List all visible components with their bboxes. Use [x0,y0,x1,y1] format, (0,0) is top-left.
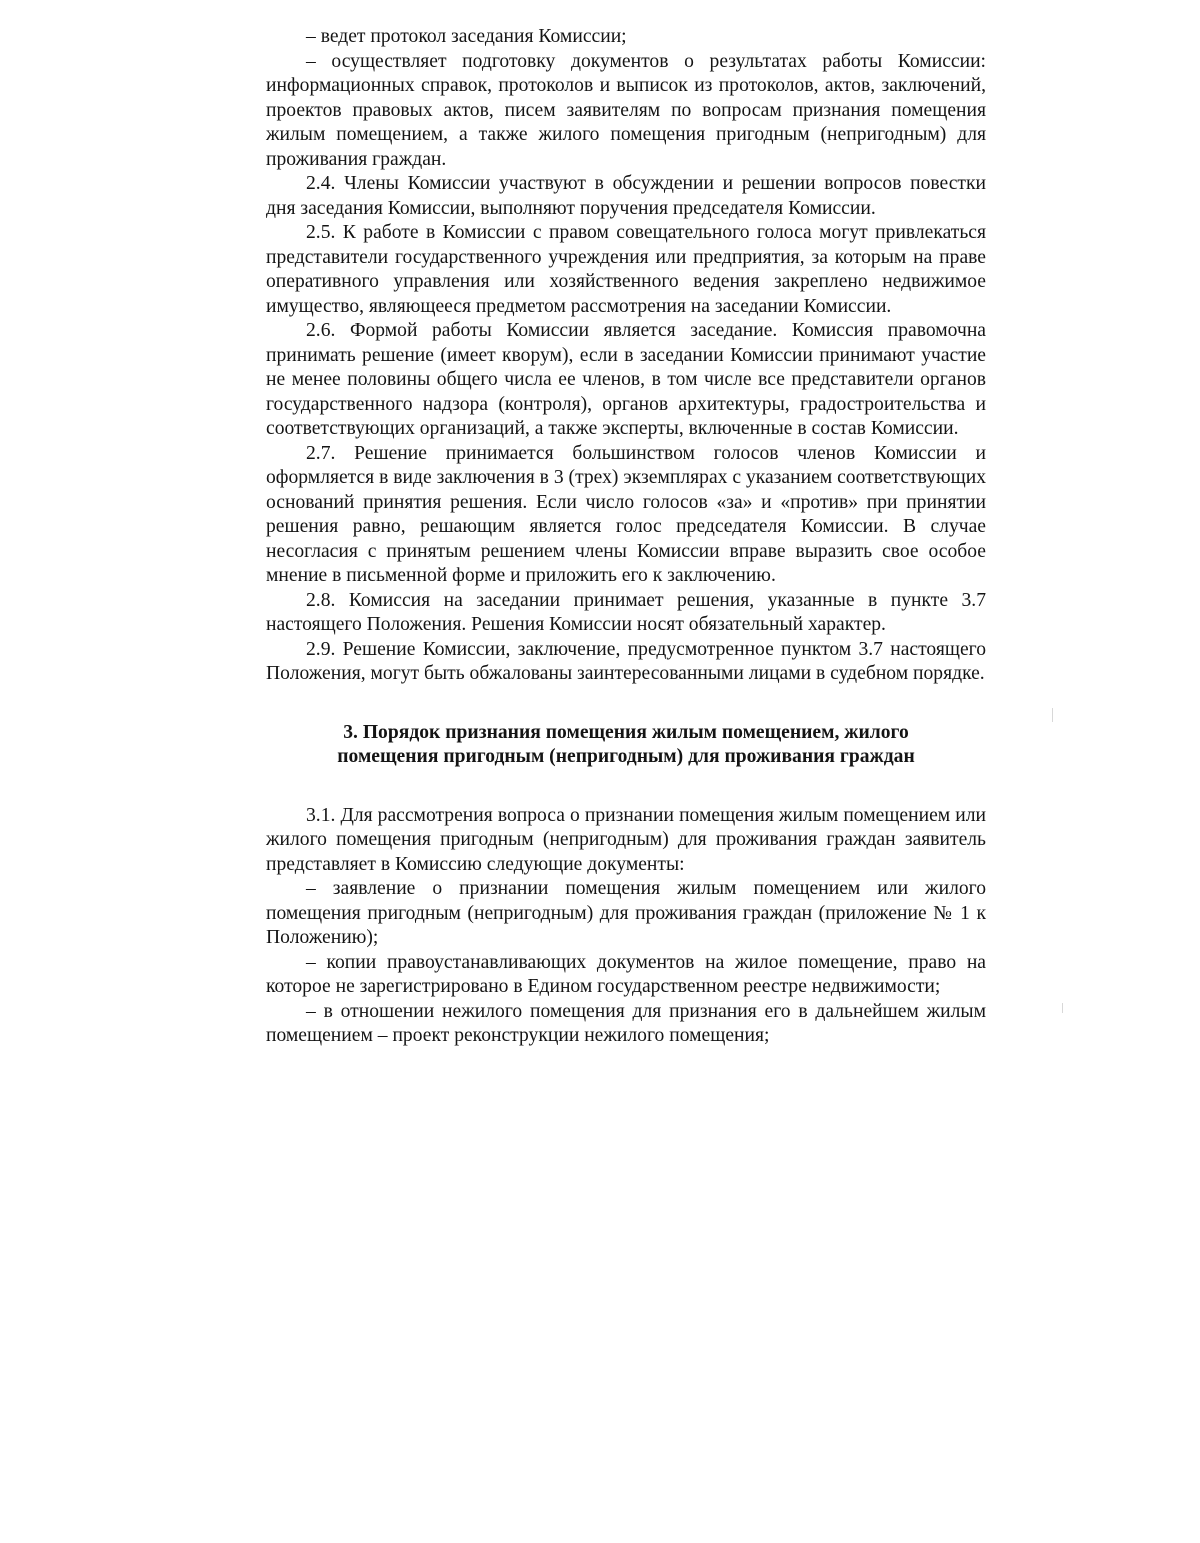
scan-artifact [1052,708,1053,722]
section-3-heading [266,721,986,770]
clause-2-7: 2.7. Решение принимается большинством голосов членов Комиссии и оформляется в виде заключения в 3 (трех) экземплярах с указанием соответствующих оснований принятия решения. Если число голосов «за» и «против» при принятии решения равно, решающим является голос председателя Комиссии. В случае несогласия с принятым решением члены Комиссии вправе выразить свое особое мнение в письменной форме и приложить его к заключению. [266,442,986,586]
clause-2-8: 2.8. Комиссия на заседании принимает решения, указанные в пункте 3.7 настоящего Положения. Решения Комиссии носят обязательный характер. [266,589,986,635]
clause-2-6: 2.6. Формой работы Комиссии является заседание. Комиссия правомочна принимать решение (имеет кворум), если в заседании Комиссии принимают участие не менее половины общего числа ее членов, в том числе все представители органов государственного надзора (контроля), органов архитектуры, градостроительства и соответствующих организаций, а также эксперты, включенные в состав Комиссии. [266,320,986,439]
list-item-reconstruction-project: – в отношении нежилого помещения для признания его в дальнейшем жилым помещением – проект реконструкции нежилого помещения; [266,1000,986,1046]
section-3-heading-line-1: 3. Порядок признания помещения жилым помещением, жилого [343,721,909,743]
section-3-heading-line-2: помещения пригодным (непригодным) для проживания граждан [337,746,915,767]
scan-artifact [1062,1003,1063,1013]
document-body [266,25,986,1049]
clause-2-9: 2.9. Решение Комиссии, заключение, предусмотренное пунктом 3.7 настоящего Положения, могут быть обжалованы заинтересованными лицами в судебном порядке. [266,638,986,684]
list-item-protocol: – ведет протокол заседания Комиссии; [306,26,627,47]
clause-2-4: 2.4. Члены Комиссии участвуют в обсуждении и решении вопросов повестки дня заседания Комиссии, выполняют поручения председателя Комиссии. [266,173,986,219]
list-item-application: – заявление о признании помещения жилым помещением или жилого помещения пригодным (непригодным) для проживания граждан (приложение № 1 к Положению); [266,878,986,948]
clause-2-5: 2.5. К работе в Комиссии с правом совещательного голоса могут привлекаться представители государственного учреждения или предприятия, за которым на праве оперативного управления или хозяйственного ведения закреплено недвижимое имущество, являющееся предметом рассмотрения на заседании Комиссии. [266,222,986,317]
list-item-documents-preparation: – осуществляет подготовку документов о результатах работы Комиссии: информационных справок, протоколов и выписок из протоколов, актов, заключений, проектов правовых актов, писем заявителям по вопросам признания помещения жилым помещением, а также жилого помещения пригодным (непригодным) для проживания граждан. [266,50,986,170]
list-item-title-documents: – копии правоустанавливающих документов на жилое помещение, право на которое не зарегистрировано в Едином государственном реестре недвижимости; [266,951,986,997]
clause-3-1: 3.1. Для рассмотрения вопроса о признании помещения жилым помещением или жилого помещения пригодным (непригодным) для проживания граждан заявитель представляет в Комиссию следующие документы: [266,804,986,875]
